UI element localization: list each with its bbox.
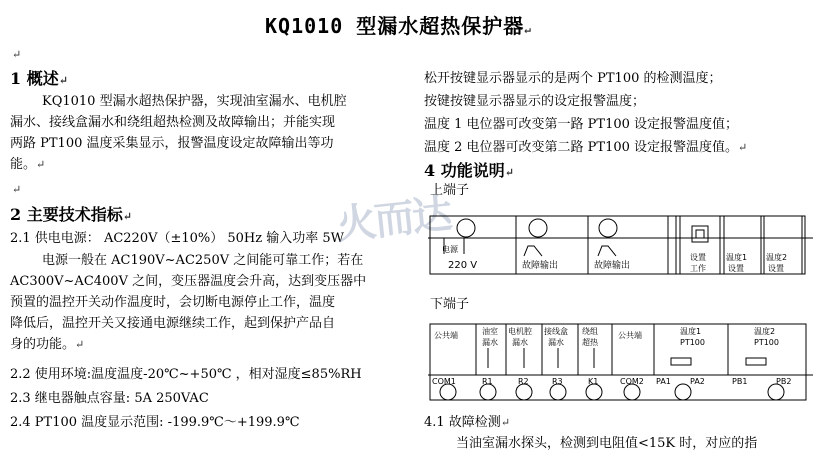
- section-2-line: 电源一般在 AC190V~AC250V 之间能可靠工作；若在: [42, 253, 364, 268]
- winding-label: 绕组: [582, 327, 598, 336]
- temp1-label: 温度1: [726, 253, 748, 262]
- right-line: 按键按键显示器显示的设定报警温度；: [424, 94, 646, 109]
- junction-box-label: 接线盒: [544, 327, 568, 336]
- section-1-line: 两路 PT100 温度采集显示，报警温度设定故障输出等功: [10, 136, 334, 151]
- leak-label: 漏水: [482, 338, 498, 347]
- pt100-label: PT100: [680, 338, 705, 347]
- temp2-label: 温度2: [766, 253, 788, 262]
- pin-label: K1: [588, 377, 599, 386]
- lower-terminal-diagram: [428, 318, 813, 408]
- section-4-heading: 4 功能说明↵: [424, 161, 514, 180]
- section-4-1-heading: 4.1 故障检测↵: [424, 415, 511, 430]
- voltage-label: 220 V: [448, 260, 478, 271]
- motor-cavity-label: 电机腔: [508, 327, 532, 336]
- paragraph-mark: ↵: [12, 183, 22, 196]
- section-2-line: 2.1 供电电源： AC220V（±10%） 50Hz 输入功率 5W: [10, 231, 345, 246]
- temp1-set-label: 设置: [728, 264, 744, 273]
- pin-label: PB2: [776, 377, 792, 386]
- set-label: 设置: [690, 253, 706, 262]
- lower-terminal-label: 下端子: [430, 297, 470, 312]
- paragraph-mark: ↵: [12, 48, 22, 61]
- leak-label: 漏水: [548, 338, 564, 347]
- section-2-line: 2.2 使用环境:温度温度-20℃~+50℃ ，相对湿度≤85%RH: [10, 367, 362, 382]
- watermark: 火而达: [334, 191, 453, 249]
- pin-label: PA2: [690, 377, 705, 386]
- pin-label: COM2: [620, 377, 644, 386]
- page-title: KQ1010 型漏水超热保护器↵: [265, 14, 532, 38]
- power-label: 电源: [442, 245, 458, 254]
- section-2-line: 预置的温控开关动作温度时，会切断电源停止工作，温度: [10, 295, 336, 310]
- section-1-heading: 1 概述↵: [10, 69, 68, 88]
- section-2-line: 2.3 继电器触点容量: 5A 250VAC: [10, 391, 209, 406]
- section-2-line: 2.4 PT100 温度显示范围: -199.9℃～+199.9℃: [10, 415, 300, 430]
- common-label: 公共端: [618, 331, 642, 340]
- fault-output-label: 故障输出: [594, 261, 631, 271]
- pin-label: R1: [482, 377, 493, 386]
- section-2-line: 身的功能。↵: [10, 337, 85, 352]
- section-1-line: 能。↵: [10, 157, 46, 172]
- work-label: 工作: [690, 264, 706, 273]
- common-label: 公共端: [434, 331, 458, 340]
- right-line: 松开按键显示器显示的是两个 PT100 的检测温度；: [424, 71, 722, 86]
- temp1-label: 温度1: [680, 327, 702, 336]
- oil-chamber-label: 油室: [482, 327, 498, 336]
- leak-label: 漏水: [512, 338, 528, 347]
- right-line: 温度 2 电位器可改变第二路 PT100 设定报警温度值。↵: [424, 140, 748, 155]
- upper-terminal-label: 上端子: [430, 183, 470, 198]
- right-line: 温度 1 电位器可改变第一路 PT100 设定报警温度值；: [424, 117, 739, 132]
- upper-terminal-diagram: [428, 204, 813, 282]
- section-4-1-line: 当油室漏水探头，检测到电阻值<15K 时，对应的指: [456, 436, 758, 451]
- overheat-label: 超热: [582, 338, 598, 347]
- pin-label: COM1: [432, 377, 456, 386]
- temp2-set-label: 设置: [768, 264, 784, 273]
- section-2-line: AC300V~AC400V 之间，变压器温度会升高，达到变压器中: [10, 274, 367, 289]
- pin-label: PA1: [656, 377, 671, 386]
- pin-label: PB1: [732, 377, 748, 386]
- section-1-line: KQ1010 型漏水超热保护器，实现油室漏水、电机腔: [42, 94, 347, 109]
- section-1-line: 漏水、接线盒漏水和绕组超热检测及故障输出；并能实现: [10, 115, 336, 130]
- pt100-label: PT100: [754, 338, 779, 347]
- pin-label: R3: [552, 377, 563, 386]
- temp2-label: 温度2: [754, 327, 776, 336]
- fault-output-label: 故障输出: [522, 261, 559, 271]
- section-2-line: 降低后，温控开关又接通电源继续工作，起到保护产品自: [10, 316, 336, 331]
- pin-label: R2: [518, 377, 529, 386]
- section-2-heading: 2 主要技术指标↵: [10, 205, 132, 224]
